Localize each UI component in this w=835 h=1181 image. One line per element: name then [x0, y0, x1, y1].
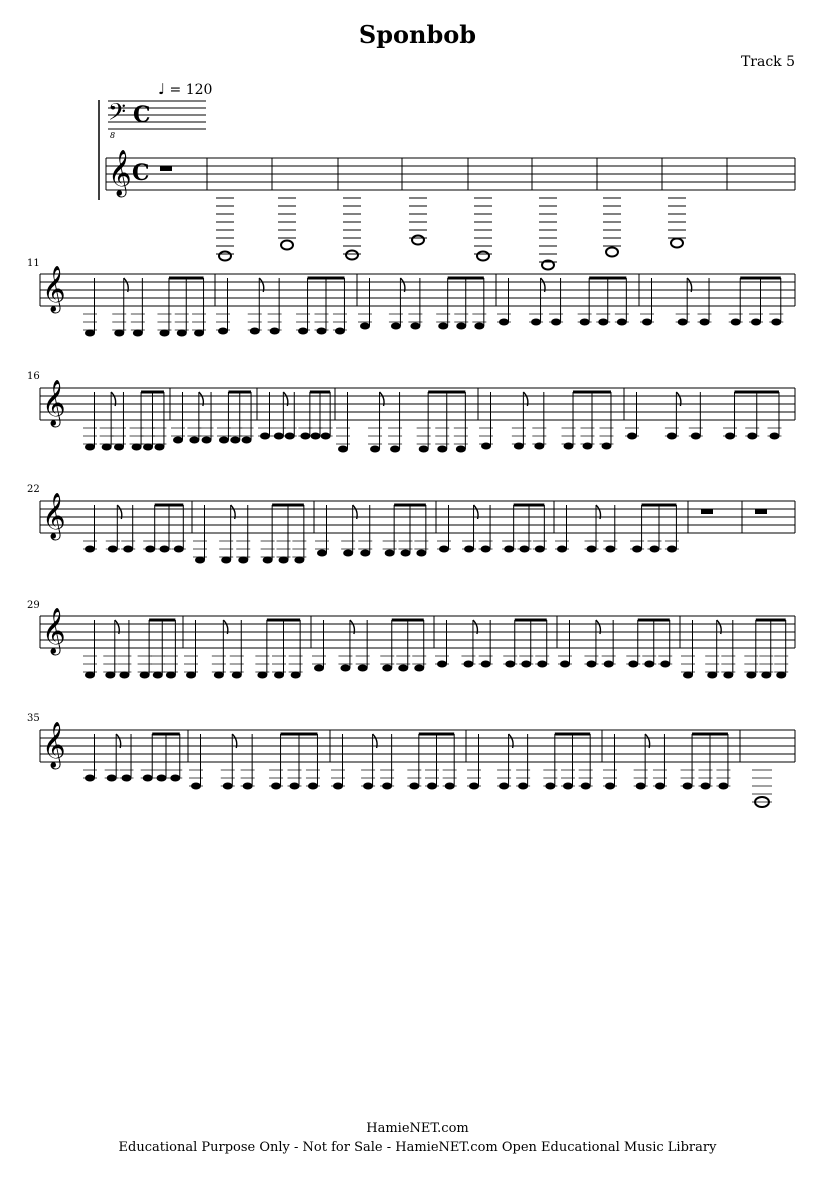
note-head	[401, 550, 411, 557]
note-head	[678, 319, 688, 326]
note-head	[545, 783, 555, 790]
note-head	[456, 323, 466, 330]
note-head	[481, 546, 491, 553]
note-head	[683, 672, 693, 679]
whole-rest	[160, 166, 172, 171]
note-head	[317, 550, 327, 557]
note-head	[194, 330, 204, 337]
note-head	[271, 783, 281, 790]
note-head	[437, 661, 447, 668]
note-head	[317, 328, 327, 335]
note-head	[360, 323, 370, 330]
note-head	[518, 783, 528, 790]
note-head	[335, 328, 345, 335]
note-head	[642, 319, 652, 326]
note-head	[214, 672, 224, 679]
note-head	[537, 661, 547, 668]
whole-note	[606, 248, 618, 257]
note-head	[598, 319, 608, 326]
note-head	[655, 783, 665, 790]
note-head	[218, 328, 228, 335]
note-head	[761, 672, 771, 679]
note-head	[108, 546, 118, 553]
note-head	[617, 319, 627, 326]
note-head	[535, 546, 545, 553]
note-head	[298, 328, 308, 335]
note-head	[173, 437, 183, 444]
track-label: Track 5	[740, 54, 795, 70]
note-head	[107, 775, 117, 782]
octave-marker: 8	[110, 131, 116, 140]
bass-staff	[108, 98, 206, 140]
note-head	[186, 672, 196, 679]
note-head	[604, 661, 614, 668]
note-head	[274, 672, 284, 679]
note-head	[133, 330, 143, 337]
whole-note	[219, 252, 231, 261]
measure-number: 16	[27, 371, 40, 382]
note-head	[723, 672, 733, 679]
score-title: Sponbob	[358, 20, 477, 49]
note-head	[290, 783, 300, 790]
note-head	[105, 672, 115, 679]
note-head	[557, 546, 567, 553]
note-head	[219, 437, 229, 444]
measure-number: 29	[27, 600, 40, 611]
note-head	[114, 330, 124, 337]
note-head	[499, 319, 509, 326]
note-head	[274, 433, 284, 440]
note-head	[691, 433, 701, 440]
time-signature: C	[133, 102, 151, 128]
note-head	[257, 672, 267, 679]
note-head	[358, 665, 368, 672]
note-head	[166, 672, 176, 679]
note-head	[294, 557, 304, 564]
note-head	[338, 446, 348, 453]
note-head	[221, 557, 231, 564]
note-head	[563, 783, 573, 790]
notes	[83, 166, 788, 807]
note-head	[85, 672, 95, 679]
note-head	[718, 783, 728, 790]
note-head	[660, 661, 670, 668]
note-head	[157, 775, 167, 782]
treble-clef-icon: 𝄞	[108, 150, 132, 196]
note-head	[531, 319, 541, 326]
note-head	[143, 775, 153, 782]
note-head	[725, 433, 735, 440]
note-head	[122, 775, 132, 782]
note-head	[771, 319, 781, 326]
quarter-note-icon: ♩	[158, 80, 166, 98]
time-signature: C	[132, 160, 150, 186]
note-head	[419, 446, 429, 453]
note-head	[601, 443, 611, 450]
note-head	[628, 661, 638, 668]
whole-note	[346, 251, 358, 260]
note-head	[438, 323, 448, 330]
note-head	[340, 665, 350, 672]
note-head	[85, 775, 95, 782]
note-head	[474, 323, 484, 330]
note-head	[521, 661, 531, 668]
note-head	[308, 783, 318, 790]
note-head	[580, 319, 590, 326]
treble-clef-icon: 𝄞	[42, 380, 66, 426]
whole-rest	[701, 509, 713, 514]
note-head	[230, 437, 240, 444]
treble-clef-icon: 𝄞	[42, 722, 66, 768]
note-head	[504, 546, 514, 553]
note-head	[154, 444, 164, 451]
note-head	[189, 437, 199, 444]
note-head	[279, 557, 289, 564]
note-head	[85, 330, 95, 337]
footer-note: Educational Purpose Only - Not for Sale - HamieNET.com Open Educational Music Library	[118, 1140, 717, 1155]
note-head	[321, 433, 331, 440]
note-head	[683, 783, 693, 790]
note-head	[398, 665, 408, 672]
note-head	[191, 783, 201, 790]
note-head	[314, 665, 324, 672]
note-head	[463, 661, 473, 668]
note-head	[650, 546, 660, 553]
note-head	[701, 783, 711, 790]
note-head	[644, 661, 654, 668]
note-head	[731, 319, 741, 326]
note-head	[581, 783, 591, 790]
note-head	[390, 446, 400, 453]
note-head	[243, 783, 253, 790]
note-head	[238, 557, 248, 564]
note-head	[667, 546, 677, 553]
note-head	[260, 433, 270, 440]
note-head	[520, 546, 530, 553]
note-head	[333, 783, 343, 790]
treble-staves	[40, 150, 795, 770]
note-head	[414, 665, 424, 672]
note-head	[85, 546, 95, 553]
note-head	[160, 546, 170, 553]
note-head	[123, 546, 133, 553]
note-head	[114, 444, 124, 451]
measure-number: 11	[27, 258, 40, 269]
note-head	[153, 672, 163, 679]
note-head	[605, 783, 615, 790]
note-head	[636, 783, 646, 790]
note-head	[746, 672, 756, 679]
note-head	[427, 783, 437, 790]
note-head	[223, 783, 233, 790]
whole-note	[477, 252, 489, 261]
note-head	[159, 330, 169, 337]
note-head	[769, 433, 779, 440]
note-head	[747, 433, 757, 440]
note-head	[560, 661, 570, 668]
note-head	[586, 661, 596, 668]
treble-clef-icon: 𝄞	[42, 493, 66, 539]
note-head	[132, 444, 142, 451]
note-head	[587, 546, 597, 553]
note-head	[667, 433, 677, 440]
note-head	[382, 665, 392, 672]
note-head	[409, 783, 419, 790]
note-head	[505, 661, 515, 668]
footer-site: HamieNET.com	[366, 1121, 469, 1136]
tempo-value: = 120	[169, 82, 213, 98]
note-head	[632, 546, 642, 553]
note-head	[170, 775, 180, 782]
note-head	[145, 546, 155, 553]
note-head	[291, 672, 301, 679]
whole-rest	[755, 509, 767, 514]
note-head	[627, 433, 637, 440]
whole-note	[412, 236, 424, 245]
measure-number: 35	[27, 713, 40, 724]
note-head	[177, 330, 187, 337]
note-head	[143, 444, 153, 451]
bass-clef-icon: 𝄢	[108, 98, 127, 131]
note-head	[360, 550, 370, 557]
note-head	[464, 546, 474, 553]
note-head	[102, 444, 112, 451]
note-head	[391, 323, 401, 330]
note-head	[707, 672, 717, 679]
note-head	[551, 319, 561, 326]
note-head	[285, 433, 295, 440]
note-head	[469, 783, 479, 790]
note-head	[174, 546, 184, 553]
note-head	[481, 443, 491, 450]
note-head	[605, 546, 615, 553]
note-head	[385, 550, 395, 557]
note-head	[195, 557, 205, 564]
whole-note	[671, 239, 683, 248]
measure-number: 22	[27, 484, 40, 495]
note-head	[534, 443, 544, 450]
note-head	[343, 550, 353, 557]
note-head	[250, 328, 260, 335]
treble-clef-icon: 𝄞	[42, 608, 66, 654]
note-head	[776, 672, 786, 679]
note-head	[263, 557, 273, 564]
note-head	[439, 546, 449, 553]
note-head	[499, 783, 509, 790]
note-head	[583, 443, 593, 450]
note-head	[514, 443, 524, 450]
note-head	[564, 443, 574, 450]
note-head	[370, 446, 380, 453]
note-head	[445, 783, 455, 790]
note-head	[416, 550, 426, 557]
note-head	[382, 783, 392, 790]
note-head	[700, 319, 710, 326]
note-head	[751, 319, 761, 326]
note-head	[456, 446, 466, 453]
note-head	[363, 783, 373, 790]
note-head	[410, 323, 420, 330]
note-head	[232, 672, 242, 679]
treble-clef-icon: 𝄞	[42, 266, 66, 312]
note-head	[481, 661, 491, 668]
note-head	[437, 446, 447, 453]
note-head	[242, 437, 252, 444]
note-head	[140, 672, 150, 679]
note-head	[270, 328, 280, 335]
note-head	[85, 444, 95, 451]
note-head	[202, 437, 212, 444]
note-head	[119, 672, 129, 679]
whole-note	[281, 241, 293, 250]
